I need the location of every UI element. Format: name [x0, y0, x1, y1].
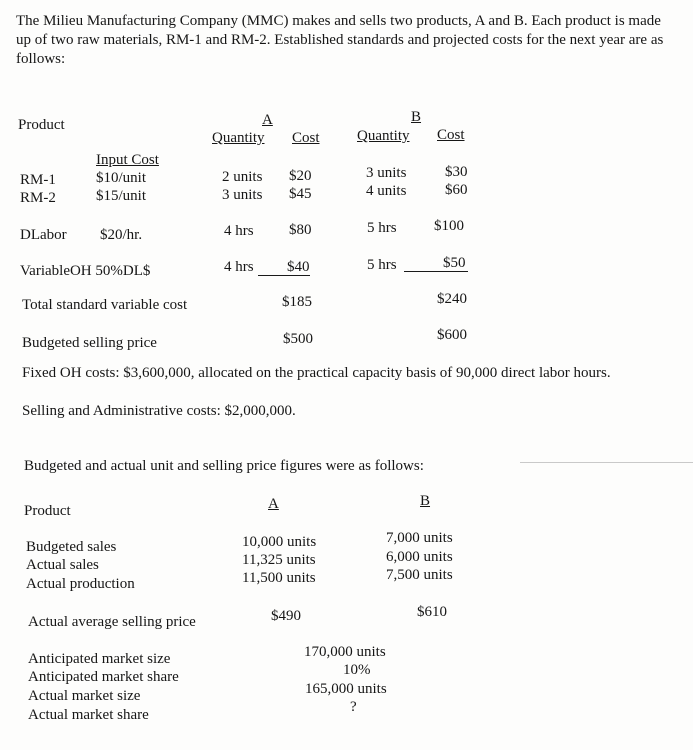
budgeted-price-a: $500 [283, 331, 313, 347]
dlabor-b-cost: $100 [434, 218, 464, 234]
actual-market-share-value: ? [350, 699, 357, 715]
avg-price-a: $490 [271, 608, 301, 624]
avg-price-b: $610 [417, 604, 447, 620]
budget-product-label: Product [24, 503, 71, 519]
actual-production-a: 11,500 units [242, 570, 316, 586]
rm1-label: RM-1 [20, 172, 56, 188]
dlabor-b-qty: 5 hrs [367, 220, 397, 236]
voh-b-underline [404, 271, 468, 272]
budgeted-sales-a: 10,000 units [242, 534, 317, 550]
a-cost-header: Cost [292, 130, 320, 146]
voh-a-cost: $40 [287, 259, 310, 275]
b-quantity-header: Quantity [357, 128, 410, 144]
actual-sales-b: 6,000 units [386, 549, 453, 565]
actual-production-b: 7,500 units [386, 567, 453, 583]
sga-line: Selling and Administrative costs: $2,000,000. [22, 403, 296, 419]
total-a: $185 [282, 294, 312, 310]
actual-sales-label: Actual sales [26, 557, 99, 573]
budgeted-price-b: $600 [437, 327, 467, 343]
total-variable-cost-label: Total standard variable cost [22, 297, 188, 313]
rm2-b-cost: $60 [445, 182, 468, 198]
market-size-value: 170,000 units [304, 644, 386, 660]
voh-a-qty: 4 hrs [224, 259, 254, 275]
budgeted-sales-label: Budgeted sales [26, 539, 117, 555]
budgeted-sales-b: 7,000 units [386, 530, 453, 546]
dlabor-label: DLabor [20, 227, 67, 243]
actual-market-size-value: 165,000 units [305, 681, 387, 697]
market-share-label: Anticipated market share [28, 669, 179, 685]
rm2-label: RM-2 [20, 190, 56, 206]
voh-b-qty: 5 hrs [367, 257, 397, 273]
budget-b-header: B [420, 493, 431, 509]
product-a-header: A [262, 112, 273, 128]
dlabor-a-cost: $80 [289, 222, 312, 238]
scan-artifact-line [520, 462, 693, 463]
rm2-input-cost: $15/unit [96, 188, 147, 204]
voh-b-cost: $50 [443, 255, 466, 271]
actual-production-label: Actual production [26, 576, 135, 592]
a-quantity-header: Quantity [212, 130, 265, 146]
intro-paragraph: The Milieu Manufacturing Company (MMC) makes and sells two products, A and B. Each product is made up of two raw materials, RM-1 and RM-2. Established standards and projected costs for the next year are as follows: [16, 13, 664, 67]
actual-market-size-label: Actual market size [28, 688, 141, 704]
market-size-label: Anticipated market size [28, 651, 171, 667]
product-b-header: B [411, 109, 422, 125]
rm1-a-cost: $20 [289, 168, 312, 184]
rm2-a-cost: $45 [289, 186, 312, 202]
voh-label: VariableOH 50%DL$ [20, 263, 151, 279]
b-cost-header: Cost [437, 127, 465, 143]
product-label: Product [18, 117, 65, 133]
dlabor-input-cost: $20/hr. [100, 227, 143, 243]
budget-a-header: A [268, 496, 279, 512]
rm1-a-qty: 2 units [222, 169, 263, 185]
input-cost-header: Input Cost [96, 152, 159, 168]
rm2-a-qty: 3 units [222, 187, 263, 203]
rm1-b-cost: $30 [445, 164, 468, 180]
budgeted-price-label: Budgeted selling price [22, 335, 157, 351]
dlabor-a-qty: 4 hrs [224, 223, 254, 239]
total-b: $240 [437, 291, 467, 307]
actual-sales-a: 11,325 units [242, 552, 316, 568]
voh-a-underline [258, 275, 310, 276]
actual-market-share-label: Actual market share [28, 707, 149, 723]
market-share-value: 10% [343, 662, 371, 678]
rm1-input-cost: $10/unit [96, 170, 147, 186]
rm2-b-qty: 4 units [366, 183, 407, 199]
budget-intro: Budgeted and actual unit and selling price figures were as follows: [24, 458, 424, 474]
fixed-oh-line: Fixed OH costs: $3,600,000, allocated on the practical capacity basis of 90,000 direct labor hours. [22, 365, 611, 381]
rm1-b-qty: 3 units [366, 165, 407, 181]
avg-price-label: Actual average selling price [28, 614, 196, 630]
